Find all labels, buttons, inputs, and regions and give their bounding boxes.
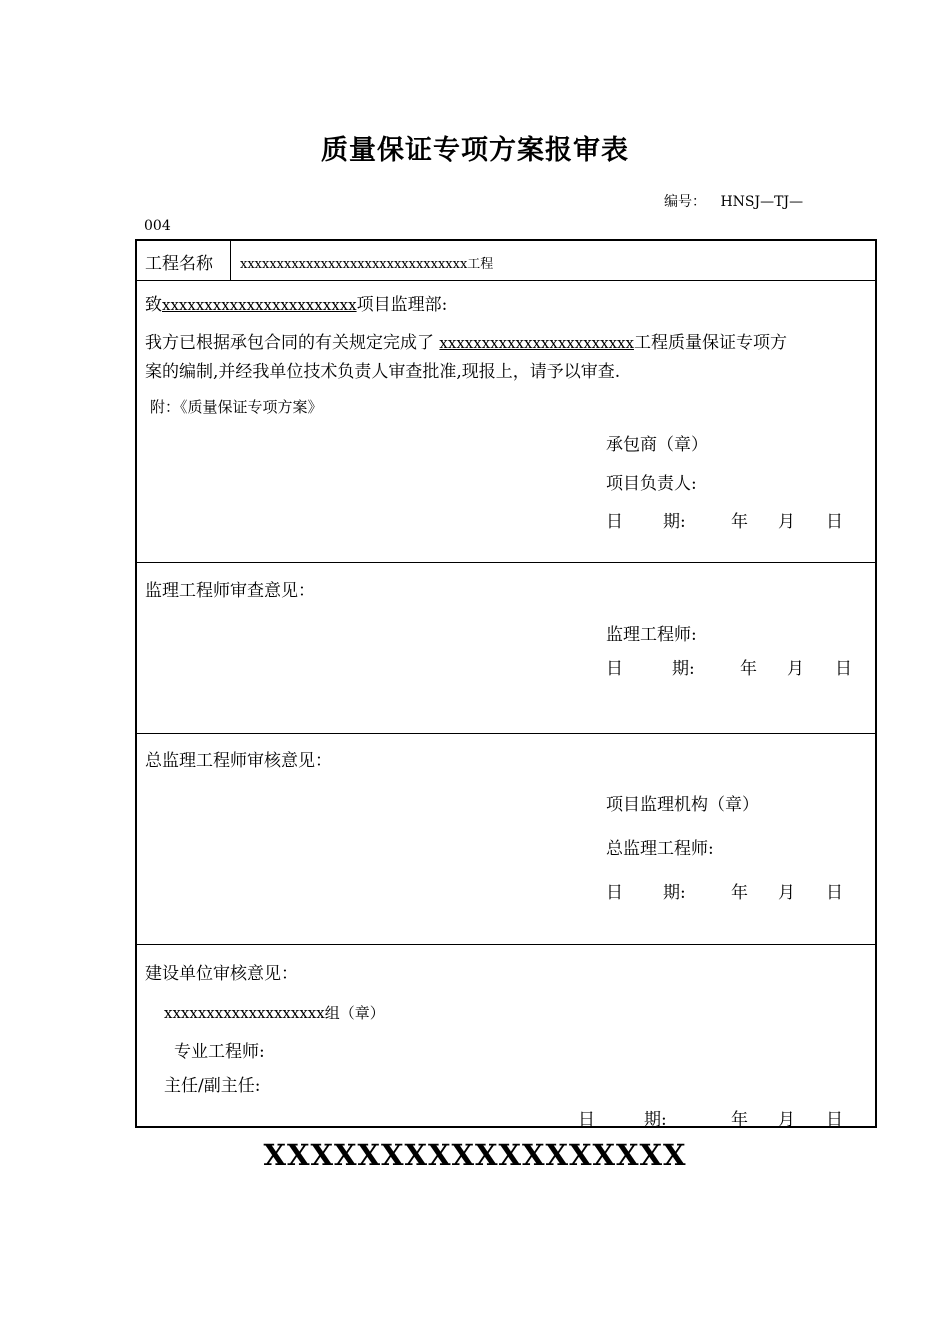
project-name-value: xxxxxxxxxxxxxxxxxxxxxxxxxxxxxxx工程 bbox=[240, 257, 494, 272]
supervision-org-seal: 项目监理机构（章） bbox=[606, 795, 759, 815]
supervising-engineer-signature: 监理工程师: bbox=[606, 625, 697, 645]
chief-review-heading: 总监理工程师审核意见： bbox=[145, 751, 332, 771]
date-day-label: 日 bbox=[606, 883, 623, 903]
owner-group-seal: xxxxxxxxxxxxxxxxxxx组（章） bbox=[164, 1004, 385, 1022]
submission-text-line2: 案的编制,并经我单位技术负责人审查批准,现报上，请予以审查. bbox=[145, 362, 621, 382]
engineer-review-heading: 监理工程师审查意见： bbox=[145, 581, 315, 601]
project-manager-signature: 项目负责人: bbox=[606, 474, 697, 494]
date-day-label: 日 bbox=[606, 659, 623, 679]
row-divider bbox=[137, 280, 875, 281]
contractor-seal: 承包商（章） bbox=[606, 435, 708, 455]
date-day-label: 日 bbox=[578, 1110, 595, 1130]
day-field: 日 bbox=[835, 659, 852, 679]
date-label: 期: bbox=[672, 659, 695, 679]
chief-engineer-signature: 总监理工程师: bbox=[606, 839, 714, 859]
project-name-label: 工程名称 bbox=[145, 254, 213, 274]
attachment-note: 附：《质量保证专项方案》 bbox=[150, 398, 323, 416]
date-label: 期: bbox=[663, 883, 686, 903]
page-title: 质量保证专项方案报审表 bbox=[321, 135, 629, 166]
day-field: 日 bbox=[826, 883, 843, 903]
row-divider bbox=[137, 733, 875, 734]
code-label: 编号： bbox=[664, 194, 706, 210]
addressee-line: 致xxxxxxxxxxxxxxxxxxxxxxx项目监理部: bbox=[145, 295, 448, 315]
year-field: 年 bbox=[731, 883, 748, 903]
month-field: 月 bbox=[778, 512, 795, 532]
submission-text-line1: 我方已根据承包合同的有关规定完成了 xxxxxxxxxxxxxxxxxxxxxxx工程质量保证专项方 bbox=[145, 333, 787, 353]
date-label: 期: bbox=[663, 512, 686, 532]
supervision-dept-name: xxxxxxxxxxxxxxxxxxxxxxx bbox=[162, 296, 357, 314]
date-label: 期: bbox=[644, 1110, 667, 1130]
year-field: 年 bbox=[740, 659, 757, 679]
day-field: 日 bbox=[826, 1110, 843, 1130]
code-value: HNSJ—TJ— bbox=[720, 194, 804, 210]
year-field: 年 bbox=[731, 1110, 748, 1130]
approval-form bbox=[135, 239, 877, 1128]
specialist-engineer-signature: 专业工程师: bbox=[174, 1042, 265, 1062]
row-divider bbox=[137, 562, 875, 563]
date-day-label: 日 bbox=[606, 512, 623, 532]
month-field: 月 bbox=[778, 1110, 795, 1130]
day-field: 日 bbox=[826, 512, 843, 532]
row-divider bbox=[137, 944, 875, 945]
owner-review-heading: 建设单位审核意见： bbox=[145, 964, 298, 984]
project-name-ref: xxxxxxxxxxxxxxxxxxxxxxx bbox=[439, 334, 634, 352]
project-row-divider bbox=[230, 241, 231, 280]
month-field: 月 bbox=[778, 883, 795, 903]
document-code bbox=[664, 191, 803, 211]
director-signature: 主任/副主任: bbox=[164, 1076, 261, 1096]
footer-text: XXXXXXXXXXXXXXXXXX bbox=[263, 1138, 687, 1172]
document-code-continuation: 004 bbox=[144, 218, 171, 234]
year-field: 年 bbox=[731, 512, 748, 532]
month-field: 月 bbox=[787, 659, 804, 679]
